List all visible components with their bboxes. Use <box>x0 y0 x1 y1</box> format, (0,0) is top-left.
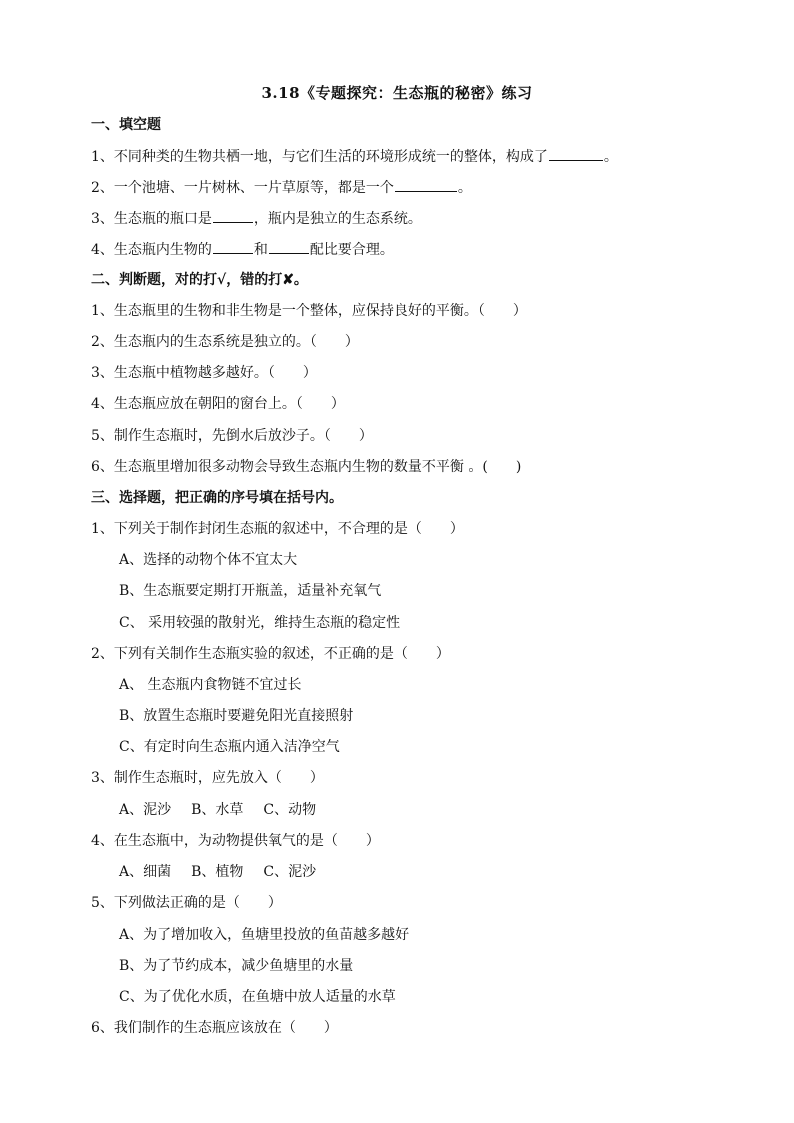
judge-question-4: 4、生态瓶应放在朝阳的窗台上。（ ） <box>91 396 345 412</box>
page-title: 3.18《专题探究：生态瓶的秘密》练习 <box>261 84 533 102</box>
choice-question-3: 3、制作生态瓶时，应先放入（ ） <box>91 770 324 786</box>
section-heading-fill: 一、填空题 <box>91 117 161 133</box>
fill-question-text: 。 <box>457 180 472 196</box>
choice-option: B、为了节约成本，减少鱼塘里的水量 <box>119 958 354 974</box>
choice-option: A、选择的动物个体不宜太大 <box>119 552 298 568</box>
choice-option: C、泥沙 <box>263 864 317 880</box>
choice-option: B、放置生态瓶时要避免阳光直接照射 <box>119 708 354 724</box>
choice-question-1: 1、下列关于制作封闭生态瓶的叙述中，不合理的是（ ） <box>91 521 464 537</box>
section-heading-choice: 三、选择题，把正确的序号填在括号内。 <box>91 490 343 506</box>
fill-question-1 <box>91 146 618 166</box>
choice-option: C、为了优化水质，在鱼塘中放人适量的水草 <box>119 989 396 1005</box>
choice-option: A、细菌 <box>119 864 172 880</box>
judge-question-1: 1、生态瓶里的生物和非生物是一个整体，应保持良好的平衡。（ ） <box>91 303 527 319</box>
answer-blank[interactable] <box>395 177 457 192</box>
fill-question-text: 2、一个池塘、一片树林、一片草原等，都是一个 <box>91 180 394 196</box>
choice-option: C、动物 <box>263 802 317 818</box>
answer-blank[interactable] <box>213 239 253 254</box>
fill-question-text: ，瓶内是独立的生态系统。 <box>253 211 422 227</box>
judge-question-6: 6、生态瓶里增加很多动物会导致生态瓶内生物的数量不平衡 。( ) <box>91 459 522 475</box>
fill-question-text: 4、生态瓶内生物的 <box>91 242 212 258</box>
choice-option: A、 生态瓶内食物链不宜过长 <box>119 677 302 693</box>
choice-options-inline <box>119 863 316 881</box>
fill-question-3 <box>91 208 422 228</box>
choice-option: A、为了增加收入，鱼塘里投放的鱼苗越多越好 <box>119 927 410 943</box>
fill-question-text: 3、生态瓶的瓶口是 <box>91 211 212 227</box>
choice-option: B、植物 <box>191 864 244 880</box>
choice-option: A、泥沙 <box>119 802 172 818</box>
fill-question-text: 1、不同种类的生物共栖一地，与它们生活的环境形成统一的整体，构成了 <box>91 149 548 165</box>
fill-question-2 <box>91 177 472 197</box>
choice-options-inline <box>119 801 316 819</box>
judge-question-2: 2、生态瓶内的生态系统是独立的。（ ） <box>91 334 359 350</box>
answer-blank[interactable] <box>213 208 253 223</box>
judge-question-3: 3、生态瓶中植物越多越好。（ ） <box>91 365 317 381</box>
fill-question-4 <box>91 239 394 259</box>
choice-option: B、水草 <box>191 802 244 818</box>
fill-question-text: 。 <box>603 149 618 165</box>
choice-question-4: 4、在生态瓶中，为动物提供氧气的是（ ） <box>91 833 380 849</box>
answer-blank[interactable] <box>269 239 309 254</box>
answer-blank[interactable] <box>549 146 603 161</box>
section-heading-judge: 二、判断题，对的打√，错的打✘。 <box>91 272 308 288</box>
fill-question-text: 和 <box>253 242 268 258</box>
choice-question-6: 6、我们制作的生态瓶应该放在（ ） <box>91 1020 338 1036</box>
judge-question-5: 5、制作生态瓶时，先倒水后放沙子。（ ） <box>91 428 373 444</box>
fill-question-text: 配比要合理。 <box>309 242 394 258</box>
choice-option: B、生态瓶要定期打开瓶盖，适量补充氧气 <box>119 583 382 599</box>
choice-question-5: 5、下列做法正确的是（ ） <box>91 895 282 911</box>
choice-option: C、有定时向生态瓶内通入洁净空气 <box>119 739 340 755</box>
choice-question-2: 2、下列有关制作生态瓶实验的叙述，不正确的是（ ） <box>91 646 450 662</box>
choice-option: C、 采用较强的散射光，维持生态瓶的稳定性 <box>119 615 401 631</box>
